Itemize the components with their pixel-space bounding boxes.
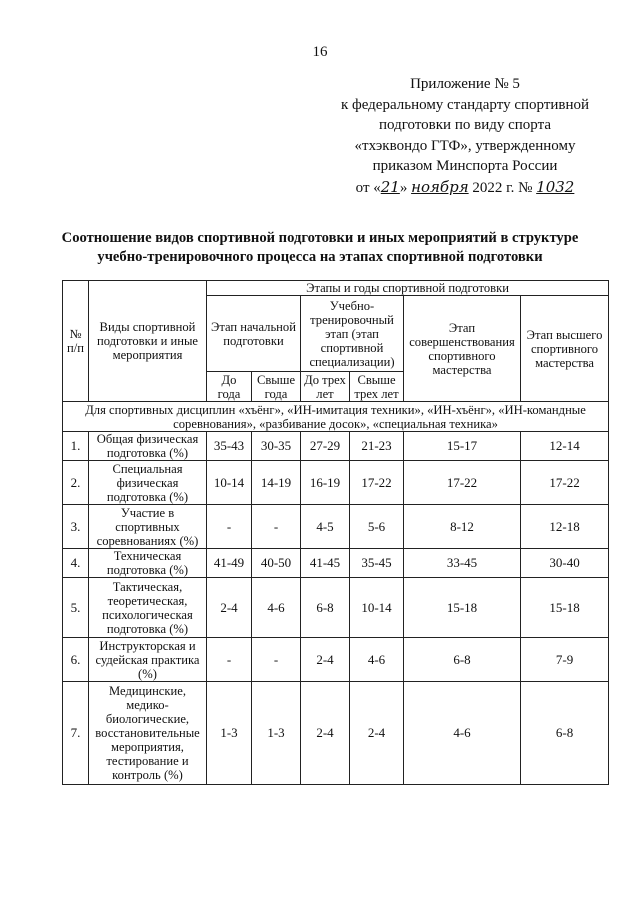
row-number: 4. [63,549,89,578]
row-value: 40-50 [252,549,301,578]
row-label: Специальная физическая подготовка (%) [89,461,207,505]
appendix-line: к федеральному стандарту спортивной [340,96,590,113]
row-label: Участие в спортивных соревнованиях (%) [89,505,207,549]
row-value: 41-45 [301,549,350,578]
row-value: 17-22 [404,461,521,505]
row-value: 6-8 [301,578,350,638]
row-value: 12-14 [521,432,609,461]
row-value: 17-22 [521,461,609,505]
header-types: Виды спортивной подготовки и иные мероприятия [89,281,207,402]
row-value: 14-19 [252,461,301,505]
row-value: 41-49 [207,549,252,578]
row-value: 10-14 [350,578,404,638]
row-number: 1. [63,432,89,461]
row-value: 30-35 [252,432,301,461]
header-stage-training: Учебно-тренировочный этап (этап спортивной специализации) [301,296,404,372]
date-mid: » [399,179,412,196]
row-value: - [207,638,252,682]
row-label: Тактическая, теоретическая, психологическая подготовка (%) [89,578,207,638]
row-value: 15-18 [521,578,609,638]
date-month: ноября [411,177,469,196]
row-number: 7. [63,682,89,785]
row-value: 2-4 [301,682,350,785]
row-value: 2-4 [207,578,252,638]
row-value: 15-17 [404,432,521,461]
row-value: 10-14 [207,461,252,505]
row-label: Медицинские, медико-биологические, восстановительные мероприятия, тестирование и контроль (%) [89,682,207,785]
order-number: 1032 [536,177,575,196]
ratio-table [62,280,609,785]
table-row [63,638,609,682]
row-value: 16-19 [301,461,350,505]
row-value: 8-12 [404,505,521,549]
row-label: Общая физическая подготовка (%) [89,432,207,461]
appendix-line: Приложение № 5 [410,76,520,92]
header-num: № п/п [63,281,89,402]
row-value: - [252,638,301,682]
row-number: 2. [63,461,89,505]
row-number: 6. [63,638,89,682]
row-value: - [252,505,301,549]
header-stages-group: Этапы и годы спортивной подготовки [207,281,609,296]
row-value: 1-3 [252,682,301,785]
header-stage-higher: Этап высшего спортивного мастерства [521,296,609,402]
row-value: 33-45 [404,549,521,578]
row-value: 4-6 [350,638,404,682]
row-value: 6-8 [404,638,521,682]
row-number: 5. [63,578,89,638]
row-value: 21-23 [350,432,404,461]
row-value: 6-8 [521,682,609,785]
row-value: 15-18 [404,578,521,638]
row-value: 4-6 [252,578,301,638]
header-sub-up-to-three: До трех лет [301,372,350,402]
header-sub-over-year: Свыше года [252,372,301,402]
row-value: 2-4 [350,682,404,785]
title-line: учебно-тренировочного процесса на этапах спортивной подготовки [97,249,543,265]
row-value: 27-29 [301,432,350,461]
table-row [63,682,609,785]
row-value: 4-6 [404,682,521,785]
row-value: 2-4 [301,638,350,682]
table-row [63,432,609,461]
row-value: 17-22 [350,461,404,505]
header-sub-up-to-year: До года [207,372,252,402]
table-row [63,461,609,505]
row-value: 35-43 [207,432,252,461]
date-day: 21 [380,177,400,196]
title-line: Соотношение видов спортивной подготовки и иных мероприятий в структуре [61,230,579,246]
appendix-block [320,74,610,198]
table-row [63,578,609,638]
date-prefix: от « [355,179,381,196]
header-stage-improvement: Этап совершенствования спортивного мастерства [404,296,521,402]
appendix-line: «тхэквондо ГТФ», утвержденному [354,137,576,154]
appendix-line: приказом Минспорта России [372,158,558,174]
date-year: 2022 г. № [468,179,537,196]
row-value: 35-45 [350,549,404,578]
appendix-line: подготовки по виду спорта [379,117,551,133]
row-value: 5-6 [350,505,404,549]
row-value: - [207,505,252,549]
row-value: 30-40 [521,549,609,578]
row-value: 12-18 [521,505,609,549]
document-title [0,229,640,267]
disciplines-note: Для спортивных дисциплин «хъёнг», «ИН-имитация техники», «ИН-хъёнг», «ИН-командные соревнования», «разбивание досок», «специальная техника» [63,402,609,432]
table-row [63,549,609,578]
row-label: Техническая подготовка (%) [89,549,207,578]
header-sub-over-three: Свыше трех лет [350,372,404,402]
row-value: 4-5 [301,505,350,549]
appendix-date-line [320,177,610,199]
row-number: 3. [63,505,89,549]
row-label: Инструкторская и судейская практика (%) [89,638,207,682]
table-row [63,505,609,549]
page-number: 16 [312,44,328,60]
row-value: 1-3 [207,682,252,785]
header-stage-initial: Этап начальной подготовки [207,296,301,372]
row-value: 7-9 [521,638,609,682]
